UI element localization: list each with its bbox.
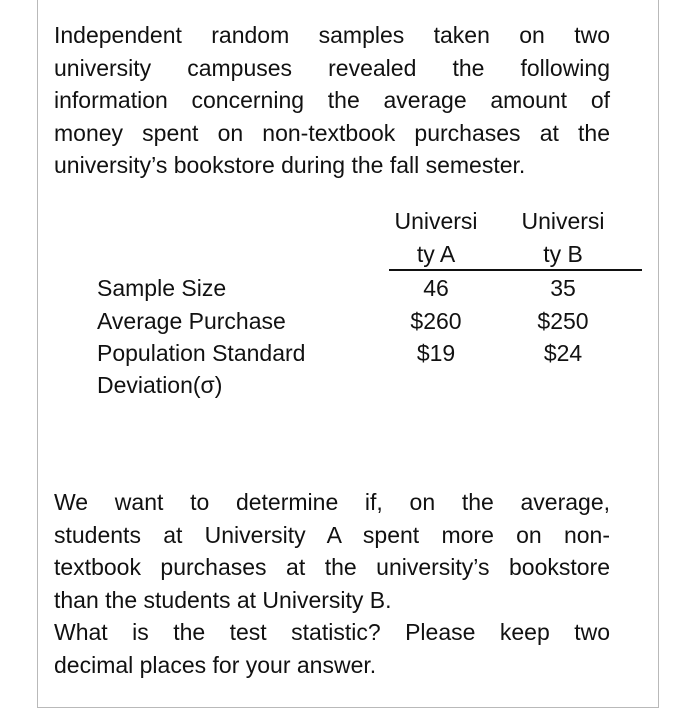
question-line: than the students at University B.: [54, 586, 392, 613]
cell-a-average-purchase: $260: [410, 308, 462, 334]
cell-a-sample-size: 46: [423, 275, 449, 301]
intro-line: money spent on non-textbook purchases at the: [54, 119, 610, 146]
question-line: students at University A spent more on non-: [54, 521, 610, 548]
row-label-average-purchase: Average Purchase: [97, 308, 286, 334]
question-line: What is the test statistic? Please keep two: [54, 619, 610, 645]
column-header-line: Universi: [394, 208, 478, 234]
intro-line: university campuses revealed the following: [54, 54, 610, 81]
column-header-line: Universi: [521, 208, 605, 234]
cell-a-population-std: $19: [416, 340, 456, 366]
intro-line: Independent random samples taken on two: [54, 22, 610, 48]
intro-line: information concerning the average amount of: [54, 87, 610, 113]
row-label-population-std: Population Standard: [97, 340, 306, 366]
row-label-deviation-continuation: Deviation(σ): [97, 372, 223, 398]
row-label-sample-size: Sample Size: [97, 275, 227, 301]
column-header-line: ty A: [416, 240, 456, 267]
cell-b-sample-size: 35: [550, 275, 576, 301]
column-header-line: ty B: [543, 240, 583, 267]
question-line: We want to determine if, on the average,: [54, 489, 610, 515]
column-header-university-b: [510, 205, 616, 270]
column-header-university-a: [383, 205, 489, 270]
question-paragraph: [54, 486, 610, 681]
cell-b-population-std: $24: [543, 340, 583, 366]
header-rule: [389, 269, 642, 271]
intro-line: university’s bookstore during the fall semester.: [54, 152, 526, 178]
cell-b-average-purchase: $250: [537, 308, 589, 334]
question-line: textbook purchases at the university’s bookstore: [54, 554, 610, 580]
question-line: decimal places for your answer.: [54, 651, 377, 678]
